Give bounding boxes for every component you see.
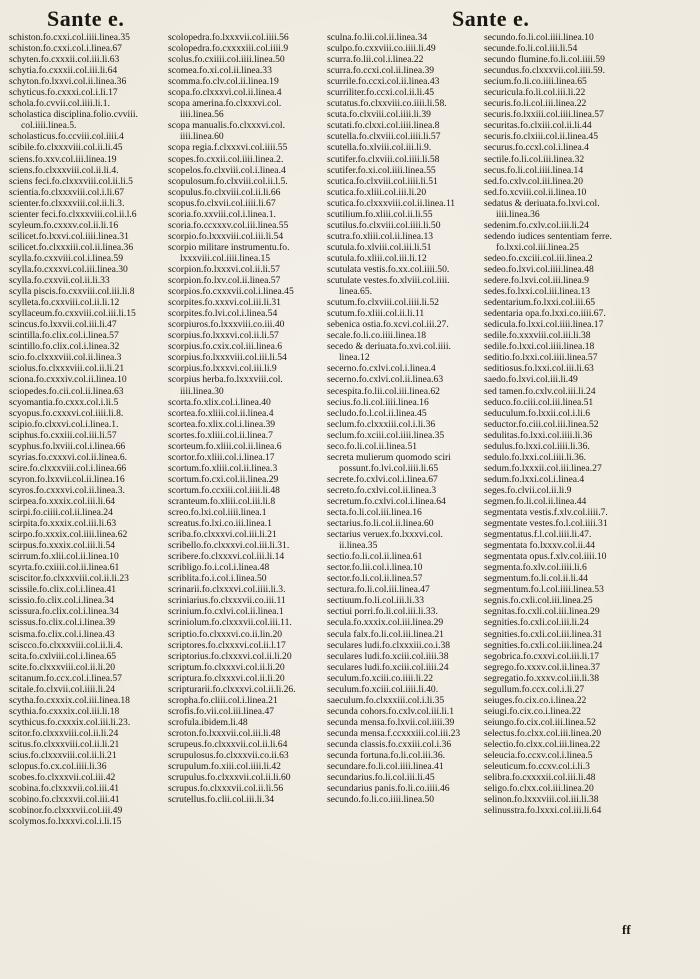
index-entry: segmentum.fo.li.col.ii.li.44 bbox=[484, 573, 588, 585]
index-entry: seculum.fo.xciii.col.iiii.li.40. bbox=[327, 683, 439, 695]
index-entry: scilicet.fo.clxxxiii.col.ii.linea.36 bbox=[9, 241, 134, 253]
index-entry: sciens feci.fo.clxxxviii.col.ii.li.5 bbox=[9, 175, 133, 187]
index-entry: secus.fo.li.col.iiii.linea.14 bbox=[484, 164, 584, 176]
index-entry: selectus.fo.clxx.col.iii.linea.20 bbox=[484, 727, 602, 739]
index-column-1 bbox=[9, 32, 167, 827]
index-entry: scilicet.fo.lxxvi.col.iiii.linea.31 bbox=[9, 230, 129, 242]
index-entry: sectarius veruex.fo.lxxxvi.col. bbox=[327, 529, 443, 541]
index-entry: scyrta.fo.cxiiii.col.ii.linea.61 bbox=[9, 562, 120, 574]
index-entry: scylla piscis.fo.cxxviii.col.iii.li.8 bbox=[9, 286, 135, 298]
index-entry: schytia.fo.cxxxii.col.iii.li.64 bbox=[9, 65, 118, 77]
index-entry: scortum.fo.cxi.col.ii.linea.29 bbox=[168, 473, 279, 485]
index-entry: secunda fortuna.fo.li.col.iii.36. bbox=[327, 750, 446, 762]
index-entry: securis.fo.clxiii.col.ii.linea.45 bbox=[484, 131, 599, 143]
index-entry: sectile.fo.li.col.iii.linea.32 bbox=[484, 153, 585, 165]
index-entry: seclum.fo.xciii.col.iiii.linea.35 bbox=[327, 429, 445, 441]
index-entry: scirpi.fo.ciiii.col.ii.linea.24 bbox=[9, 507, 113, 519]
index-entry: col.iiii.linea.5. bbox=[21, 120, 77, 132]
index-entry: secunda cohors.fo.cxlv.col.iii.li.1 bbox=[327, 705, 454, 717]
index-entry: scutum.fo.clxviii.col.iiii.li.52 bbox=[327, 297, 439, 309]
index-entry: secundo flumine.fo.li.col.iiii.59 bbox=[484, 54, 605, 66]
index-entry: segregatio.fo.xxxv.col.iii.li.38 bbox=[484, 672, 600, 684]
index-entry: fo.lxxi.col.iii.linea.25 bbox=[496, 241, 579, 253]
index-entry: scopes.fo.cxxii.col.iiii.linea.2. bbox=[168, 153, 284, 165]
index-entry: scolymos.fo.lxxxvi.col.i.li.15 bbox=[9, 816, 122, 828]
index-entry: scorpius.fo.cxix.col.iii.linea.6 bbox=[168, 341, 283, 353]
index-entry: scyrias.fo.cxxxvi.col.ii.linea.6. bbox=[9, 451, 128, 463]
index-entry: sectiui porri.fo.li.col.iii.li.33. bbox=[327, 606, 438, 618]
index-entry: seductor.fo.ciii.col.iii.linea.52 bbox=[484, 418, 599, 430]
index-entry: segmentate vestes.fo.l.col.iiii.31 bbox=[484, 518, 608, 530]
index-entry: sclopus.fo.cx.col.iiii.li.36 bbox=[9, 761, 107, 773]
index-entry: secius.fo.li.col.iiii.linea.16 bbox=[327, 396, 429, 408]
index-entry: scrupulosus.fo.clxxxvii.co.ii.63 bbox=[168, 750, 289, 762]
index-entry: scitor.fo.clxxxviii.col.ii.li.24 bbox=[9, 727, 119, 739]
index-entry: scintilla.fo.clix.col.i.linea.57 bbox=[9, 330, 119, 342]
index-entry: sedicula.fo.lxxi.col.iiii.linea.17 bbox=[484, 319, 604, 331]
index-entry: scopa regia.f.clxxxvi.col.iiii.55 bbox=[168, 142, 288, 154]
index-entry: screatus.fo.lxi.co.iii.linea.1 bbox=[168, 518, 272, 530]
index-entry: scurrile.fo.ccxi.col.ii.linea.43 bbox=[327, 76, 440, 88]
index-entry: segmen.fo.li.col.ii.linea.44 bbox=[484, 495, 587, 507]
index-entry: scutum.fo.xliii.col.ii.li.11 bbox=[327, 308, 425, 320]
index-entry: scutilus.fo.clxviii.col.iiii.li.50 bbox=[327, 219, 441, 231]
index-entry: scroton.fo.lxxxvii.col.iii.li.48 bbox=[168, 727, 281, 739]
index-entry: sedenim.fo.cxlv.col.iii.li.24 bbox=[484, 219, 589, 231]
index-entry: scorpites.fo.xxxvi.col.iii.li.31 bbox=[168, 297, 281, 309]
index-entry: schyton.fo.lxxvi.col.ii.linea.36 bbox=[9, 76, 127, 88]
index-entry: scopelos.fo.clxviii.col.i.linea.4 bbox=[168, 164, 286, 176]
index-entry: scolopedra.fo.cxxxxiii.col.iiii.9 bbox=[168, 43, 289, 55]
index-entry: scorpio militare instrumentu.fo. bbox=[168, 241, 290, 253]
index-entry: scire.fo.clxxxviii.col.i.linea.66 bbox=[9, 462, 127, 474]
index-entry: seditiosus.fo.lxxi.col.iii.li.63 bbox=[484, 363, 594, 375]
index-entry: scriptorius.fo.clxxxvi.col.ii.li.20 bbox=[168, 650, 292, 662]
index-entry: scrinarii.fo.clxxxvi.col.iiii.li.3. bbox=[168, 584, 286, 596]
index-entry: segmentum.fo.l.col.iiii.linea.53 bbox=[484, 584, 604, 596]
index-entry: scyros.fo.cxxxvi.col.ii.linea.3. bbox=[9, 484, 125, 496]
index-entry: scitale.fo.clxvii.col.iiii.li.24 bbox=[9, 683, 116, 695]
index-entry: scutella.fo.clxviii.col.iiii.li.57 bbox=[327, 131, 441, 143]
index-entry: secretum.fo.cxlvi.col.i.linea.64 bbox=[327, 495, 446, 507]
index-entry: scobes.fo.clxxxvii.col.iii.42 bbox=[9, 772, 116, 784]
index-entry: seculares ludi.fo.xciii.col.iiii.38 bbox=[327, 650, 449, 662]
index-entry: sciscitor.fo.clxxxviii.col.ii.li.23 bbox=[9, 573, 129, 585]
index-entry: scomea.fo.xi.col.ii.linea.33 bbox=[168, 65, 272, 77]
index-entry: linea.12 bbox=[339, 352, 370, 364]
index-entry: scirpus.fo.xxxix.col.iii.li.54 bbox=[9, 540, 116, 552]
index-entry: scyomantia.fo.cxxx.col.i.li.5 bbox=[9, 396, 119, 408]
index-entry: securis.fo.lxxiii.col.iiii.linea.57 bbox=[484, 109, 604, 121]
index-entry: scopa.fo.clxxxvi.col.ii.linea.4 bbox=[168, 87, 282, 99]
index-entry: scholasticus.fo.ccviii.col.iiii.4 bbox=[9, 131, 124, 143]
index-entry: sedile.fo.lxxi.col.iiii.linea.18 bbox=[484, 341, 595, 353]
index-entry: scita.fo.cxlviii.col.i.linea.65 bbox=[9, 650, 117, 662]
index-entry: linea.65. bbox=[339, 286, 373, 298]
index-entry: scienter feci.fo.clxxxviii.col.ii.l.6 bbox=[9, 208, 137, 220]
index-entry: sedere.fo.lxvi.col.iii.linea.9 bbox=[484, 275, 589, 287]
index-entry: scythia.fo.cxxxix.col.iii.li.18 bbox=[9, 705, 120, 717]
index-entry: securicula.fo.li.col.iii.li.22 bbox=[484, 87, 586, 99]
index-entry: scutifer.fo.clxviii.col.iiii.li.58 bbox=[327, 153, 440, 165]
index-entry: seculum.fo.xciii.co.iiii.li.22 bbox=[327, 672, 434, 684]
index-entry: scius.fo.clxxxviii.col.ii.li.21 bbox=[9, 750, 117, 762]
index-entry: scirpita.fo.xxxix.col.iii.li.63 bbox=[9, 518, 117, 530]
index-entry: scorpiuros.fo.lxxxviii.co.iii.40 bbox=[168, 319, 285, 331]
index-entry: scutella.fo.xlviii.col.iii.li.9. bbox=[327, 142, 432, 154]
index-entry: scurra.fo.ccxi.col.ii.linea.39 bbox=[327, 65, 435, 77]
index-entry: schyticus.fo.cxxxi.col.i.li.17 bbox=[9, 87, 118, 99]
index-entry: scortor.fo.xliii.col.i.linea.17 bbox=[168, 451, 275, 463]
index-entry: sedendo iudices sententiam ferre. bbox=[484, 230, 612, 242]
index-entry: sectura.fo.li.col.iii.linea.47 bbox=[327, 584, 430, 596]
index-entry: scylla.fo.cxxviii.col.i.linea.59 bbox=[9, 252, 124, 264]
index-entry: scorta.fo.xlix.col.i.linea.40 bbox=[168, 396, 271, 408]
index-entry: scriniarius.fo.clxxxvii.co.iii.11 bbox=[168, 595, 286, 607]
index-entry: scutati.fo.clxxi.col.iiii.linea.8 bbox=[327, 120, 440, 132]
index-entry: sebenica ostia.fo.xcvi.col.iii.27. bbox=[327, 319, 449, 331]
index-entry: scylla.fo.cxxvii.col.ii.li.33 bbox=[9, 275, 110, 287]
index-entry: scutatus.fo.clxxviii.co.iiii.li.58. bbox=[327, 98, 447, 110]
index-entry: sed.fo.cxlv.col.iii.linea.20 bbox=[484, 175, 584, 187]
index-entry: scutilium.fo.xliii.col.ii.li.55 bbox=[327, 208, 433, 220]
index-entry: sedentarium.fo.lxxi.col.iii.65 bbox=[484, 297, 596, 309]
index-entry: segullum.fo.ccx.col.i.li.27 bbox=[484, 683, 585, 695]
index-entry: seiungo.fo.cix.col.iii.linea.52 bbox=[484, 716, 596, 728]
index-entry: sedile.fo.xxxviii.col.iii.li.38 bbox=[484, 330, 591, 342]
index-entry: segmenta.fo.xlv.col.iiii.li.6 bbox=[484, 562, 587, 574]
index-entry: scutulate vestes.fo.xlviii.col.iiii. bbox=[327, 275, 450, 287]
index-entry: scorpius.fo.lxxxvi.col.ii.li.57 bbox=[168, 330, 279, 342]
index-entry: screo.fo.lxi.col.iiii.linea.1 bbox=[168, 507, 267, 519]
index-entry: sciens.fo.xxv.col.iii.linea.19 bbox=[9, 153, 117, 165]
signature-mark: ff bbox=[622, 922, 631, 937]
index-entry: scorteum.fo.xliii.col.ii.linea.6 bbox=[168, 440, 282, 452]
index-entry: saedo.fo.lxvi.col.iii.li.49 bbox=[484, 374, 578, 386]
index-entry: scite.fo.clxxxviii.col.ii.li.20 bbox=[9, 661, 116, 673]
index-entry: scirpea.fo.xxxix.col.iii.li.64 bbox=[9, 495, 116, 507]
index-entry: scio.fo.clxxxviii.col.ii.linea.3 bbox=[9, 352, 122, 364]
index-entry: secundare.fo.li.col.iiii.linea.41 bbox=[327, 761, 444, 773]
index-entry: scriptores.fo.clxxxvi.col.ii.l.17 bbox=[168, 639, 286, 651]
index-entry: scopus.fo.clxvii.col.iiii.li.67 bbox=[168, 197, 276, 209]
index-entry: secreto.fo.cxlvi.col.ii.linea.3 bbox=[327, 484, 437, 496]
index-entry: seleucia.fo.ccxv.col.i.linea.5 bbox=[484, 750, 593, 762]
index-entry: schiston.fo.cxxi.col.i.linea.67 bbox=[9, 43, 122, 55]
index-entry: secundus.fo.clxxxvii.col.iiii.59. bbox=[484, 65, 605, 77]
index-entry: scrupeus.fo.clxxxvii.col.ii.li.64 bbox=[168, 739, 288, 750]
index-entry: scoria.fo.ccxxxv.col.iii.linea.55 bbox=[168, 219, 289, 231]
index-entry: schola.fo.cvvii.col.iiii.li.1. bbox=[9, 98, 110, 110]
index-column-4 bbox=[484, 32, 696, 816]
index-entry: scutica.fo.clxviii.col.iiii.li.51 bbox=[327, 175, 438, 187]
index-entry: secula.fo.xxxix.col.iii.linea.29 bbox=[327, 617, 444, 629]
index-entry: scribere.fo.clxxxvi.col.iii.li.14 bbox=[168, 551, 285, 563]
index-entry: scriblita.fo.i.col.i.linea.50 bbox=[168, 573, 267, 585]
index-entry: seduculum.fo.lxxii.col.i.li.6 bbox=[484, 407, 591, 419]
index-entry: securitas.fo.clxiii.col.ii.li.44 bbox=[484, 120, 592, 132]
index-entry: scissile.fo.clix.col.i.linea.41 bbox=[9, 584, 117, 596]
index-entry: scortum.fo.ccxiii.col.iiii.li.48 bbox=[168, 484, 280, 496]
index-entry: iiii.linea.36 bbox=[496, 208, 540, 220]
index-entry: scyphus.fo.lxviii.col.i.linea.66 bbox=[9, 440, 126, 452]
index-entry: seculares ludi.fo.clxxxiii.co.i.38 bbox=[327, 639, 451, 651]
index-entry: scrupulus.fo.clxxxvii.col.ii.li.60 bbox=[168, 772, 291, 784]
index-entry: segnis.fo.cxli.col.iii.linea.25 bbox=[484, 595, 593, 607]
index-entry: scrupus.fo.clxxxvii.col.ii.li.56 bbox=[168, 783, 284, 795]
index-entry: sedum.fo.lxxi.col.i.linea.4 bbox=[484, 473, 585, 485]
index-entry: secedo & deriuata.fo.xvi.col.iiii. bbox=[327, 341, 451, 353]
index-entry: segnities.fo.cxli.col.iii.li.24 bbox=[484, 617, 589, 629]
index-entry: scopa amerina.fo.clxxxvi.col. bbox=[168, 98, 282, 110]
index-entry: scurra.fo.lii.col.i.linea.22 bbox=[327, 54, 424, 66]
index-entry: scopulus.fo.clxviii.col.ii.li.66 bbox=[168, 186, 281, 198]
index-entry: secula falx.fo.li.col.iii.linea.21 bbox=[327, 628, 444, 640]
index-entry: scutra.fo.xliii.col.ii.linea.13 bbox=[327, 230, 434, 242]
index-entry: scranteum.fo.xliii.col.iii.li.8 bbox=[168, 495, 276, 507]
index-entry: segrego.fo.xxxv.col.ii.linea.37 bbox=[484, 661, 601, 673]
index-entry: segmentatus.f.l.col.iiii.li.47. bbox=[484, 529, 592, 541]
index-entry: scienter.fo.clxxxviii.col.ii.li.3. bbox=[9, 197, 125, 209]
index-entry: secludo.fo.l.col.ii.linea.45 bbox=[327, 407, 427, 419]
index-entry: scrinium.fo.cxlvi.col.ii.linea.1 bbox=[168, 606, 284, 618]
index-entry: scirpo.fo.xxxix.col.iiii.linea.62 bbox=[9, 529, 128, 541]
index-entry: sciolus.fo.clxxxviii.col.ii.li.21 bbox=[9, 363, 125, 375]
index-entry: scutula.fo.xlviii.col.iii.li.51 bbox=[327, 241, 432, 253]
index-entry: scobina.fo.clxxxvii.col.iii.41 bbox=[9, 783, 120, 795]
index-entry: scortum.fo.xliii.col.ii.linea.3 bbox=[168, 462, 278, 474]
index-entry: secundo.fo.li.col.iiii.linea.10 bbox=[484, 32, 594, 43]
index-entry: scylla.fo.cxxxvi.col.iii.linea.30 bbox=[9, 263, 128, 275]
index-entry: selibra.fo.cxxxxii.col.iii.li.48 bbox=[484, 772, 596, 784]
index-entry: scisma.fo.clix.col.i.linea.43 bbox=[9, 628, 115, 640]
index-entry: segnitas.fo.cxli.col.iii.linea.29 bbox=[484, 606, 600, 618]
index-entry: sciens.fo.clxxxviii.col.ii.li.4. bbox=[9, 164, 119, 176]
index-column-2 bbox=[168, 32, 326, 805]
index-entry: scolopedra.fo.lxxxvii.col.iiii.56 bbox=[168, 32, 289, 43]
index-entry: scrutellus.fo.clii.col.iii.li.34 bbox=[168, 794, 275, 806]
index-entry: scholastica disciplina.folio.cvviii. bbox=[9, 109, 138, 121]
index-entry: scopulosum.fo.clxviii.col.ii.l.5. bbox=[168, 175, 288, 187]
index-entry: scrofis.fo.vii.col.iii.linea.47 bbox=[168, 705, 275, 717]
index-entry: scipio.fo.clxxvi.col.i.linea.1. bbox=[9, 418, 119, 430]
index-entry: scortes.fo.xliii.col.ii.linea.7 bbox=[168, 429, 273, 441]
index-entry: sedes.fo.lxxi.col.iii.linea.13 bbox=[484, 286, 591, 298]
index-entry: scitus.fo.clxxxviii.col.ii.li.21 bbox=[9, 739, 120, 750]
index-entry: scorpio.fo.lxxxviii.col.iii.li.54 bbox=[168, 230, 284, 242]
index-entry: sed.fo.xcviii.col.ii.linea.10 bbox=[484, 186, 587, 198]
index-entry: sedentaria opa.fo.lxxi.co.iiii.67. bbox=[484, 308, 606, 320]
index-entry: sedatus & deriuata.fo.lxvi.col. bbox=[484, 197, 600, 209]
index-entry: scissio.fo.clix.col.i.linea.34 bbox=[9, 595, 114, 607]
index-entry: sciopedes.fo.cii.col.ii.linea.63 bbox=[9, 385, 124, 397]
index-entry: seculares ludi.fo.xciii.col.iiii.24 bbox=[327, 661, 449, 673]
index-entry: secunda classis.fo.cxxiii.col.i.36 bbox=[327, 739, 452, 750]
index-entry: scitanum.fo.ccx.col.i.linea.57 bbox=[9, 672, 122, 684]
index-entry: saeculum.fo.clxxxiii.col.i.li.35 bbox=[327, 694, 445, 706]
index-entry: ii.linea.35 bbox=[339, 540, 378, 552]
index-entry: secundarius panis.fo.li.co.iiii.46 bbox=[327, 783, 450, 795]
index-entry: scobino.fo.clxxxvii.col.iii.41 bbox=[9, 794, 120, 806]
index-entry: sculna.fo.lii.col.ii.linea.34 bbox=[327, 32, 428, 43]
index-entry: scrofula.ibidem.li.48 bbox=[168, 716, 248, 728]
index-entry: scorpius.fo.lxxxviii.col.iii.li.54 bbox=[168, 352, 287, 364]
index-entry: scropha.fo.cliii.col.i.linea.21 bbox=[168, 694, 278, 706]
index-entry: sedeo.fo.cxciii.col.iii.linea.2 bbox=[484, 252, 593, 264]
index-entry: secreta mulierum quomodo sciri bbox=[327, 451, 451, 463]
index-entry: scolus.fo.cxiiii.col.iiii.linea.50 bbox=[168, 54, 285, 66]
index-entry: sectiuum.fo.li.col.iii.li.33 bbox=[327, 595, 424, 607]
index-entry: sedum.fo.lxxxii.col.iii.linea.27 bbox=[484, 462, 602, 474]
index-entry: scutifer.fo.xi.col.iiii.linea.55 bbox=[327, 164, 436, 176]
index-entry: iiii.linea.60 bbox=[180, 131, 224, 143]
index-entry: securis.fo.li.col.iii.linea.22 bbox=[484, 98, 587, 110]
index-entry: segobrica.fo.cxxvi.col.iii.li.17 bbox=[484, 650, 600, 662]
index-entry: segmentata fo.lxxxv.col.ii.44 bbox=[484, 540, 596, 552]
index-entry: scyopus.fo.cxxxvi.col.iiii.li.8. bbox=[9, 407, 124, 419]
index-entry: scylleta.fo.cxxviii.col.ii.li.12 bbox=[9, 297, 120, 309]
index-entry: secium.fo.li.co.iiii.linea.65 bbox=[484, 76, 587, 88]
index-entry: secta.fo.li.col.iii.linea.16 bbox=[327, 507, 422, 519]
index-entry: schyten.fo.cxxxii.col.iii.li.63 bbox=[9, 54, 120, 66]
index-entry: scirrum.fo.xlii.col.ii.linea.10 bbox=[9, 551, 119, 563]
index-entry: scrupulum.fo.xiii.col.iiii.li.42 bbox=[168, 761, 281, 773]
index-entry: sciona.fo.cxxxiv.col.ii.linea.10 bbox=[9, 374, 127, 386]
index-entry: secundo.fo.li.co.iiii.linea.50 bbox=[327, 794, 435, 806]
index-entry: securus.fo.ccxl.col.i.linea.4 bbox=[484, 142, 589, 154]
index-entry: segmentata vestis.f.xlv.col.iiii.7. bbox=[484, 507, 608, 519]
running-head-left: Sante e. bbox=[47, 6, 125, 31]
index-entry: schiston.fo.cxxi.col.iiii.linea.35 bbox=[9, 32, 130, 43]
index-entry: scissura.fo.clix.col.i.linea.34 bbox=[9, 606, 119, 618]
index-entry: scribligo.fo.i.col.i.linea.48 bbox=[168, 562, 270, 574]
index-entry: scorpion.fo.lxv.col.ii.linea.57 bbox=[168, 275, 281, 287]
index-entry: scorpion.fo.lxxxvi.col.ii.li.57 bbox=[168, 263, 280, 275]
index-entry: scomma.fo.clv.col.ii.linea.19 bbox=[168, 76, 279, 88]
index-entry: sed tamen.fo.cxlv.col.iii.li.24 bbox=[484, 385, 596, 397]
index-entry: scriptura.fo.clxxxvi.col.ii.li.20 bbox=[168, 672, 285, 684]
index-entry: scutula.fo.xliii.col.iii.li.12 bbox=[327, 252, 427, 264]
index-entry: secrete.fo.cxlvi.col.i.linea.67 bbox=[327, 473, 438, 485]
index-entry: scopa manualis.fo.clxxxvi.col. bbox=[168, 120, 285, 132]
index-entry: sciscco.fo.clxxxviii.col.ii.li.4. bbox=[9, 639, 123, 651]
index-entry: sciphus.fo.cxxiii.col.iii.li.57 bbox=[9, 429, 117, 441]
index-entry: scriba.fo.clxxxvi.col.iii.li.21 bbox=[168, 529, 277, 541]
index-entry: scutica.fo.xliii.col.iii.li.20 bbox=[327, 186, 427, 198]
index-entry: secunde.fo.li.col.iii.li.54 bbox=[484, 43, 578, 55]
index-entry: scientia.fo.clxxxviii.col.i.li.67 bbox=[9, 186, 125, 198]
index-entry: selinon.fo.lxxxviii.col.iii.li.38 bbox=[484, 794, 599, 806]
index-entry: lxxxviii.col.iiii.linea.15 bbox=[180, 252, 271, 264]
index-entry: sedeo.fo.lxvi.col.iiii.linea.48 bbox=[484, 263, 594, 275]
index-entry: secespita.fo.lii.col.iii.linea.62 bbox=[327, 385, 440, 397]
index-entry: secunda mensa.fo.lxvii.col.iiii.39 bbox=[327, 716, 455, 728]
index-entry: secerno.fo.cxlvi.col.ii.linea.63 bbox=[327, 374, 444, 386]
index-entry: segnities.fo.cxli.col.iii.linea.24 bbox=[484, 639, 603, 651]
index-entry: scutulata vestis.fo.xx.col.iiii.50. bbox=[327, 263, 450, 275]
index-entry: scortea.fo.xliii.col.ii.linea.4 bbox=[168, 407, 274, 419]
index-entry: scythicus.fo.cxxxix.col.iii.li.23. bbox=[9, 716, 131, 728]
index-entry: sculpo.fo.cxxviii.co.iiii.li.49 bbox=[327, 43, 436, 55]
index-entry: scriniolum.fo.clxxxvii.col.iii.11. bbox=[168, 617, 292, 629]
index-entry: secale.fo.li.co.iiii.linea.18 bbox=[327, 330, 427, 342]
index-entry: selectio.fo.clxx.col.iii.linea.22 bbox=[484, 739, 601, 750]
index-entry: scortea.fo.xlix.col.i.linea.39 bbox=[168, 418, 276, 430]
index-entry: segnities.fo.cxli.col.iii.linea.31 bbox=[484, 628, 603, 640]
index-entry: segmentata opus.f.xlv.col.iiii.10 bbox=[484, 551, 607, 563]
index-entry: scobinor.fo.clxxxvii.col.iii.49 bbox=[9, 805, 123, 817]
index-entry: sector.fo.lii.col.i.linea.10 bbox=[327, 562, 423, 574]
index-entry: seiuges.fo.cix.co.i.linea.22 bbox=[484, 694, 587, 706]
index-entry: scorpius herba.fo.lxxxviii.col. bbox=[168, 374, 283, 386]
index-entry: scribello.fo.clxxxvi.col.iii.li.31. bbox=[168, 540, 290, 552]
index-entry: scutica.fo.clxxxviii.col.ii.linea.11 bbox=[327, 197, 456, 209]
index-entry: sedulo.fo.lxxi.col.iiii.li.36. bbox=[484, 451, 587, 463]
index-entry: sectio.fo.li.col.ii.linea.61 bbox=[327, 551, 423, 563]
index-entry: scytha.fo.cxxxix.col.iii.linea.18 bbox=[9, 694, 130, 706]
index-entry: secundarius.fo.li.col.iii.li.45 bbox=[327, 772, 435, 784]
index-entry: seleuticum.fo.ccxv.col.i.li.3 bbox=[484, 761, 590, 773]
index-entry: seligo.fo.clxx.col.iii.linea.20 bbox=[484, 783, 594, 795]
index-entry: scyron.fo.lxxvii.col.ii.linea.16 bbox=[9, 473, 125, 485]
index-entry: seduco.fo.ciii.col.iii.linea.51 bbox=[484, 396, 594, 408]
running-head-right: Sante e. bbox=[452, 6, 530, 31]
index-entry: scuta.fo.clxviii.col.iiii.li.39 bbox=[327, 109, 431, 121]
index-entry: scincus.fo.lxxvii.col.iii.li.47 bbox=[9, 319, 117, 331]
index-entry: scintillo.fo.clix.col.i.linea.32 bbox=[9, 341, 120, 353]
index-entry: secerno.fo.cxlvi.col.i.linea.4 bbox=[327, 363, 436, 375]
index-entry: possunt.fo.lvi.col.iiii.li.65 bbox=[339, 462, 439, 474]
index-entry: sector.fo.li.col.ii.linea.57 bbox=[327, 573, 423, 585]
index-entry: scyleum.fo.cxxxv.col.ii.li.16 bbox=[9, 219, 119, 231]
index-entry: selinusstra.fo.lxxxi.col.iii.li.64 bbox=[484, 805, 602, 817]
index-column-3 bbox=[327, 32, 485, 805]
index-entry: iiii.linea.56 bbox=[180, 109, 224, 121]
index-entry: scriptio.fo.clxxxvi.co.ii.lin.20 bbox=[168, 628, 283, 640]
index-entry: seditio.fo.lxxi.col.iiii.linea.57 bbox=[484, 352, 598, 364]
index-entry: scorpius.fo.lxxxvi.col.iii.li.9 bbox=[168, 363, 277, 375]
index-entry: scripturarii.fo.clxxxvi.col.ii.li.26. bbox=[168, 683, 296, 695]
index-entry: scurriliter.fo.ccxi.col.ii.li.45 bbox=[327, 87, 435, 99]
index-entry: sedulitas.fo.lxxi.col.iiii.li.36 bbox=[484, 429, 593, 441]
index-entry: scorpites.fo.lvi.col.i.linea.54 bbox=[168, 308, 278, 320]
index-entry: seclum.fo.clxxxiii.col.i.li.36 bbox=[327, 418, 436, 430]
index-entry: seco.fo.li.col.ii.linea.51 bbox=[327, 440, 418, 452]
index-entry: scibile.fo.clxxxviii.col.ii.li.45 bbox=[9, 142, 123, 154]
index-entry: seiugi.fo.cix.co.i.linea.22 bbox=[484, 705, 581, 717]
index-entry: scyllaceum.fo.cxxviii.col.iii.li.15 bbox=[9, 308, 136, 320]
index-entry: scriptum.fo.clxxxvi.col.ii.li.20 bbox=[168, 661, 285, 673]
index-entry: scissus.fo.clix.col.i.linea.39 bbox=[9, 617, 116, 629]
index-entry: scoria.fo.xxviii.col.i.linea.1. bbox=[168, 208, 276, 220]
index-entry: secunda mensa.f.ccxxxiii.col.iii.23 bbox=[327, 727, 461, 739]
index-entry: scorpios.fo.cxxxvii.col.i.linea.45 bbox=[168, 286, 294, 298]
index-entry: sectarius.fo.li.col.ii.linea.60 bbox=[327, 518, 434, 530]
index-entry: seges.fo.clvii.col.ii.li.9 bbox=[484, 484, 572, 496]
index-entry: sedulus.fo.lxxi.col.iiii.li.36. bbox=[484, 440, 590, 452]
index-entry: iiii.linea.30 bbox=[180, 385, 224, 397]
